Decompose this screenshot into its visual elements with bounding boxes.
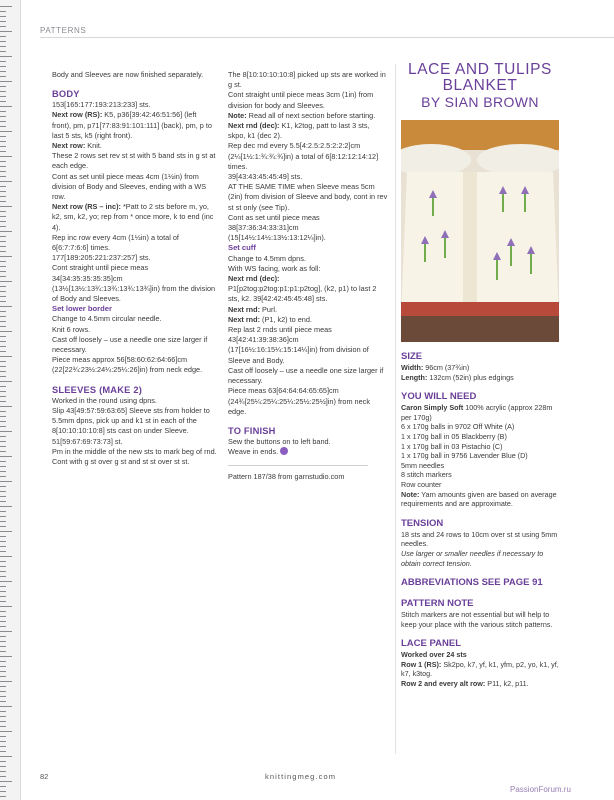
row-label: Next rnd: bbox=[228, 304, 261, 314]
ruler-tick bbox=[0, 306, 12, 307]
side-ruler bbox=[0, 0, 21, 800]
size-value: 132cm (52in) plus edgings bbox=[427, 372, 514, 382]
ruler-tick bbox=[0, 46, 6, 47]
body-text: Cast off loosely – use a needle one size larger if necessary. bbox=[52, 334, 208, 355]
ruler-tick bbox=[0, 601, 6, 602]
ruler-tick bbox=[0, 416, 6, 417]
ruler-tick bbox=[0, 281, 12, 282]
ruler-tick bbox=[0, 6, 12, 7]
ruler-tick bbox=[0, 211, 6, 212]
column-divider bbox=[395, 64, 396, 754]
finish-heading: TO FINISH bbox=[228, 425, 276, 436]
ruler-tick bbox=[0, 166, 6, 167]
body-text: These 2 rows set rev st st with 5 band sts in g st at each edge. bbox=[52, 151, 216, 171]
ruler-tick bbox=[0, 146, 6, 147]
ruler-tick bbox=[0, 651, 6, 652]
row-label: Next rnd (dec): bbox=[228, 274, 280, 284]
row-label: Next row (RS – inc): bbox=[52, 202, 121, 212]
ruler-tick bbox=[0, 356, 12, 357]
ruler-tick bbox=[0, 556, 12, 557]
ruler-tick bbox=[0, 341, 6, 342]
ruler-tick bbox=[0, 641, 6, 642]
ruler-tick bbox=[0, 236, 6, 237]
ruler-tick bbox=[0, 346, 6, 347]
intro-text: Body and Sleeves are now finished separately. bbox=[52, 70, 204, 79]
ruler-tick bbox=[0, 431, 12, 432]
ruler-tick bbox=[0, 586, 6, 587]
row-text: *Patt to 2 sts before m, yo, k2, sm, k2, yo; rep from * once more, k to end (inc 4). bbox=[52, 202, 214, 232]
site-url: knittingmeg.com bbox=[265, 772, 337, 781]
ruler-tick bbox=[0, 106, 12, 107]
body-text: Cont as set until piece meas 38[37:36:34:33:31]cm (15[14½:14½:13½:13:12¼]in). bbox=[228, 212, 326, 243]
ruler-tick bbox=[0, 691, 6, 692]
body-text: Change to 4.5mm dpns. bbox=[228, 253, 306, 263]
note-label: Note: bbox=[401, 489, 420, 499]
ruler-tick bbox=[0, 16, 6, 17]
ruler-tick bbox=[0, 461, 6, 462]
cuff-row-4 bbox=[228, 315, 388, 325]
material-item: Row counter bbox=[401, 479, 442, 489]
ruler-tick bbox=[0, 761, 6, 762]
body-text: Cast off loosely – use a needle one size larger if necessary. bbox=[228, 365, 384, 386]
body-text: 39[43:43:45:45:49] sts. bbox=[228, 172, 303, 182]
ruler-tick bbox=[0, 221, 6, 222]
ruler-tick bbox=[0, 541, 6, 542]
body-text: Cont straight until piece meas 34[34:35:35:35:35]cm (13½[13½:13¾:13¾:13¾:13¾]in) from the division of Body and Sleeves. bbox=[52, 263, 216, 304]
note bbox=[228, 111, 388, 121]
material-item: 8 stitch markers bbox=[401, 470, 452, 480]
ruler-tick bbox=[0, 666, 6, 667]
lower-border-heading: Set lower border bbox=[52, 304, 112, 314]
page-number: 82 bbox=[40, 772, 49, 781]
ruler-tick bbox=[0, 51, 6, 52]
blanket-title-line-2: BLANKET bbox=[442, 77, 518, 94]
ruler-tick bbox=[0, 611, 6, 612]
body-row-2 bbox=[52, 141, 217, 151]
ruler-tick bbox=[0, 536, 6, 537]
ruler-tick bbox=[0, 86, 6, 87]
body-text: The 8[10:10:10:10:8] picked up sts are worked in g st. bbox=[228, 70, 386, 90]
tension-heading: TENSION bbox=[401, 517, 444, 529]
body-row-1 bbox=[52, 110, 217, 141]
ruler-tick bbox=[0, 241, 6, 242]
ruler-tick bbox=[0, 656, 12, 657]
page-header bbox=[40, 24, 614, 38]
size-heading: SIZE bbox=[401, 351, 423, 362]
ruler-tick bbox=[0, 696, 6, 697]
credit-rule bbox=[228, 465, 368, 466]
ruler-tick bbox=[0, 226, 6, 227]
ruler-tick bbox=[0, 391, 6, 392]
ruler-tick bbox=[0, 76, 6, 77]
ruler-tick bbox=[0, 296, 6, 297]
ruler-tick bbox=[0, 731, 12, 732]
ruler-tick bbox=[0, 186, 6, 187]
ruler-tick bbox=[0, 751, 6, 752]
ruler-tick bbox=[0, 366, 6, 367]
ruler-tick bbox=[0, 551, 6, 552]
ruler-tick bbox=[0, 606, 12, 607]
ruler-tick bbox=[0, 116, 6, 117]
ruler-tick bbox=[0, 506, 12, 507]
ruler-tick bbox=[0, 136, 6, 137]
ruler-tick bbox=[0, 266, 6, 267]
size-width bbox=[401, 363, 559, 373]
ruler-tick bbox=[0, 231, 12, 232]
pattern-note-heading: PATTERN NOTE bbox=[401, 598, 474, 610]
ruler-tick bbox=[0, 486, 6, 487]
body-heading: BODY bbox=[52, 89, 80, 100]
row-text: Sk2po, k7, yf, k1, yfm, p2, yo, k1, yf, k7, k3tog. bbox=[401, 659, 559, 679]
body-counts: 153[165:177:193:213:233] sts. bbox=[52, 100, 151, 110]
ruler-tick bbox=[0, 616, 6, 617]
body-text: Change to 4.5mm circular needle. bbox=[52, 314, 162, 324]
ruler-tick bbox=[0, 791, 6, 792]
ruler-tick bbox=[0, 546, 6, 547]
ruler-tick bbox=[0, 496, 6, 497]
ruler-tick bbox=[0, 151, 6, 152]
weave-label: Weave in ends. bbox=[228, 447, 279, 457]
size-label: Length: bbox=[401, 372, 428, 382]
ruler-tick bbox=[0, 61, 6, 62]
material-item: 1 x 170g ball in 03 Pistachio (C) bbox=[401, 441, 503, 451]
ruler-tick bbox=[0, 571, 6, 572]
ruler-tick bbox=[0, 311, 6, 312]
ruler-tick bbox=[0, 756, 12, 757]
weave-text bbox=[228, 447, 388, 457]
blanket-title-line-1: LACE AND TULIPS bbox=[408, 61, 552, 78]
ruler-tick bbox=[0, 21, 6, 22]
ruler-tick bbox=[0, 141, 6, 142]
ruler-tick bbox=[0, 781, 12, 782]
sleeve-row-1 bbox=[228, 121, 388, 141]
ruler-tick bbox=[0, 406, 12, 407]
ruler-tick bbox=[0, 216, 6, 217]
row-label: Next row (RS): bbox=[52, 110, 103, 120]
purple-dot-icon bbox=[280, 447, 288, 455]
body-text: Rep last 2 rnds until piece meas 43[42:41:39:38:36]cm (17[16½:16:15¼:15:14¼]in) from division of Sleeve and Body. bbox=[228, 325, 369, 365]
body-text: Knit 6 rows. bbox=[52, 324, 91, 334]
note-text: Read all of next section before starting. bbox=[246, 110, 376, 120]
photo-quilt-edge bbox=[401, 302, 559, 316]
body-text: Cont as set until piece meas 4cm (1½in) from division of Body and Sleeves, ending with a WS row. bbox=[52, 171, 207, 202]
ruler-tick bbox=[0, 71, 6, 72]
ruler-tick bbox=[0, 256, 12, 257]
ruler-tick bbox=[0, 56, 12, 57]
ruler-tick bbox=[0, 591, 6, 592]
section-label: PATTERNS bbox=[40, 26, 87, 35]
ruler-tick bbox=[0, 721, 6, 722]
ruler-tick bbox=[0, 126, 6, 127]
ruler-tick bbox=[0, 371, 6, 372]
ruler-tick bbox=[0, 176, 6, 177]
ruler-tick bbox=[0, 376, 6, 377]
lace-panel-heading: LACE PANEL bbox=[401, 638, 461, 650]
ruler-tick bbox=[0, 736, 6, 737]
tension-text: 18 sts and 24 rows to 10cm over st st using 5mm needles. bbox=[401, 529, 558, 549]
yarn-line bbox=[401, 403, 559, 422]
ruler-tick bbox=[0, 36, 6, 37]
row-label: Next row: bbox=[52, 141, 86, 151]
ruler-tick bbox=[0, 336, 6, 337]
ruler-tick bbox=[0, 776, 6, 777]
ruler-tick bbox=[0, 581, 12, 582]
body-text: Slip 43[49:57:59:63:65] Sleeve sts from holder to 5.5mm dpns, pick up and k1 st in each of the 8[10:10:10:10:8] sts cast on under Sleeve. 51[59:67:69:73:73] st. bbox=[52, 405, 210, 446]
ruler-tick bbox=[0, 451, 6, 452]
row-text: P11, k2, p11. bbox=[485, 679, 529, 689]
cuff-row-3 bbox=[228, 305, 388, 315]
watermark: PassionForum.ru bbox=[510, 785, 571, 794]
middle-column bbox=[228, 70, 388, 483]
ruler-tick bbox=[0, 316, 6, 317]
ruler-tick bbox=[0, 446, 6, 447]
note-text: Yarn amounts given are based on average requirements and are approximate. bbox=[401, 489, 557, 509]
blanket-photo bbox=[401, 120, 559, 342]
ruler-tick bbox=[0, 101, 6, 102]
body-text: Sew the buttons on to left band. bbox=[228, 436, 331, 446]
ruler-tick bbox=[0, 271, 6, 272]
tension-tip-text: Use larger or smaller needles if necessary to obtain correct tension. bbox=[401, 548, 544, 568]
photo-lace-panel bbox=[463, 172, 477, 316]
yarn-text: 100% acrylic (approx 228m per 170g) bbox=[401, 403, 553, 422]
lace-row-1 bbox=[401, 660, 559, 679]
materials-note bbox=[401, 490, 559, 509]
ruler-tick bbox=[0, 436, 6, 437]
ruler-tick bbox=[0, 771, 6, 772]
ruler-tick bbox=[0, 521, 6, 522]
ruler-tick bbox=[0, 386, 6, 387]
body-text: With WS facing, work as foll: bbox=[228, 263, 321, 273]
ruler-tick bbox=[0, 526, 6, 527]
material-item: 1 x 170g ball in 05 Blackberry (B) bbox=[401, 431, 507, 441]
lace-sub-text: Worked over 24 sts bbox=[401, 650, 467, 660]
ruler-tick bbox=[0, 381, 12, 382]
row-text: (P1, k2) to end. bbox=[260, 314, 312, 324]
materials-heading: YOU WILL NEED bbox=[401, 391, 477, 403]
ruler-tick bbox=[0, 681, 12, 682]
ruler-tick bbox=[0, 411, 6, 412]
body-text: P1[p2tog:p2tog:p1:p1:p2tog], (k2, p1) to last 2 sts, k2. 39[42:42:45:45:48] sts. bbox=[228, 284, 377, 304]
ruler-tick bbox=[0, 131, 12, 132]
ruler-tick bbox=[0, 421, 6, 422]
row-text: K1, k2tog, patt to last 3 sts, skpo, k1 (dec 2). bbox=[228, 121, 370, 141]
ruler-tick bbox=[0, 181, 12, 182]
ruler-tick bbox=[0, 251, 6, 252]
note-label: Note: bbox=[228, 110, 247, 120]
ruler-tick bbox=[0, 476, 6, 477]
ruler-tick bbox=[0, 661, 6, 662]
ruler-tick bbox=[0, 351, 6, 352]
row-text: Knit. bbox=[85, 141, 102, 151]
header-rule bbox=[40, 37, 614, 38]
ruler-tick bbox=[0, 676, 6, 677]
ruler-tick bbox=[0, 261, 6, 262]
body-text: Worked in the round using dpns. bbox=[52, 395, 157, 405]
ruler-tick bbox=[0, 576, 6, 577]
ruler-tick bbox=[0, 636, 6, 637]
ruler-tick bbox=[0, 596, 6, 597]
body-text: 177[189:205:221:237:257] sts. bbox=[52, 253, 151, 263]
body-text: Piece meas 63[64:64:64:65:65]cm (24¾[25¼:25¼:25¼:25½:25½]in) from neck edge. bbox=[228, 386, 370, 416]
material-item: 6 x 170g balls in 9702 Off White (A) bbox=[401, 422, 515, 432]
ruler-tick bbox=[0, 621, 6, 622]
ruler-tick bbox=[0, 706, 12, 707]
material-item: 5mm needles bbox=[401, 460, 445, 470]
row-label: Row 2 and every alt row: bbox=[401, 679, 486, 689]
ruler-tick bbox=[0, 766, 6, 767]
ruler-tick bbox=[0, 41, 6, 42]
ruler-tick bbox=[0, 741, 6, 742]
cuff-heading: Set cuff bbox=[228, 243, 256, 253]
ruler-tick bbox=[0, 566, 6, 567]
ruler-tick bbox=[0, 156, 12, 157]
ruler-tick bbox=[0, 401, 6, 402]
ruler-tick bbox=[0, 201, 6, 202]
ruler-tick bbox=[0, 726, 6, 727]
ruler-tick bbox=[0, 701, 6, 702]
body-text: AT THE SAME TIME when Sleeve meas 5cm (2in) from division of Sleeve and body, cont in rev st st only (see Tip). bbox=[228, 182, 388, 212]
material-item: 1 x 170g ball in 9756 Lavender Blue (D) bbox=[401, 451, 528, 461]
size-value: 96cm (37¾in) bbox=[423, 363, 470, 372]
ruler-tick bbox=[0, 466, 6, 467]
yarn-label: Caron Simply Soft bbox=[401, 403, 464, 413]
size-length bbox=[401, 373, 559, 383]
ruler-tick bbox=[0, 171, 6, 172]
left-column bbox=[52, 70, 217, 467]
ruler-tick bbox=[0, 191, 6, 192]
ruler-tick bbox=[0, 111, 6, 112]
ruler-tick bbox=[0, 121, 6, 122]
ruler-tick bbox=[0, 31, 12, 32]
ruler-tick bbox=[0, 716, 6, 717]
pattern-credit: Pattern 187/38 from garnstudio.com bbox=[228, 472, 345, 482]
body-text: Pm in the middle of the new sts to mark beg of rnd. bbox=[52, 446, 217, 456]
ruler-tick bbox=[0, 646, 6, 647]
ruler-tick bbox=[0, 491, 6, 492]
ruler-tick bbox=[0, 246, 6, 247]
ruler-tick bbox=[0, 481, 12, 482]
lace-row-2 bbox=[401, 679, 559, 689]
ruler-tick bbox=[0, 26, 6, 27]
ruler-tick bbox=[0, 471, 6, 472]
ruler-tick bbox=[0, 531, 12, 532]
ruler-tick bbox=[0, 626, 6, 627]
ruler-tick bbox=[0, 206, 12, 207]
ruler-tick bbox=[0, 786, 6, 787]
ruler-tick bbox=[0, 196, 6, 197]
body-text: Cont straight until piece meas 3cm (1in) from division for body and Sleeves. bbox=[228, 90, 374, 110]
ruler-tick bbox=[0, 686, 6, 687]
ruler-tick bbox=[0, 321, 6, 322]
ruler-tick bbox=[0, 516, 6, 517]
ruler-tick bbox=[0, 96, 6, 97]
ruler-tick bbox=[0, 331, 12, 332]
byline: BY SIAN BROWN bbox=[421, 94, 539, 110]
ruler-tick bbox=[0, 441, 6, 442]
body-text: Rep dec rnd every 5.5[4:2.5:2.5:2:2:2]cm (2¼[1½:1:¾:¾:¾]in) a total of 6[8:12:12:14:12] times. bbox=[228, 141, 379, 171]
ruler-tick bbox=[0, 796, 6, 797]
ruler-tick bbox=[0, 511, 6, 512]
ruler-tick bbox=[0, 276, 6, 277]
ruler-tick bbox=[0, 361, 6, 362]
ruler-tick bbox=[0, 326, 6, 327]
ruler-tick bbox=[0, 66, 6, 67]
ruler-tick bbox=[0, 91, 6, 92]
tension-tip bbox=[401, 549, 559, 568]
ruler-tick bbox=[0, 286, 6, 287]
ruler-tick bbox=[0, 301, 6, 302]
row-label: Next rnd: bbox=[228, 314, 261, 324]
ruler-tick bbox=[0, 746, 6, 747]
abbreviations-heading: ABBREVIATIONS SEE PAGE 91 bbox=[401, 577, 543, 589]
ruler-tick bbox=[0, 671, 6, 672]
ruler-tick bbox=[0, 711, 6, 712]
body-text: Cont with g st over g st and st st over st st. bbox=[52, 456, 190, 466]
row-text: K5, p36[39:42:46:51:56] (left front), pm, p71[77:83:91:101:111] (back), pm, p to last 5 sts, k5 (right front). bbox=[52, 110, 212, 140]
ruler-tick bbox=[0, 161, 6, 162]
ruler-tick bbox=[0, 396, 6, 397]
ruler-tick bbox=[0, 501, 6, 502]
body-text: Rep inc row every 4cm (1½in) a total of 6[6:7:7:6:6] times. bbox=[52, 232, 179, 253]
ruler-tick bbox=[0, 291, 6, 292]
pattern-note-text: Stitch markers are not essential but will help to keep your place with the various stitch patterns. bbox=[401, 610, 553, 629]
row-text: Purl. bbox=[260, 304, 278, 314]
row-label: Next rnd (dec): bbox=[228, 121, 280, 131]
ruler-tick bbox=[0, 11, 6, 12]
body-row-3 bbox=[52, 202, 217, 233]
ruler-tick bbox=[0, 81, 12, 82]
cuff-row-label bbox=[228, 274, 388, 284]
body-text: Piece meas approx 56[58:60:62:64:66]cm (22[22¾:23½:24¼:25¼:26]in) from neck edge. bbox=[52, 355, 203, 375]
sleeves-heading: SLEEVES (MAKE 2) bbox=[52, 384, 142, 395]
ruler-tick bbox=[0, 631, 12, 632]
ruler-tick bbox=[0, 561, 6, 562]
ruler-tick bbox=[0, 456, 12, 457]
lace-sub bbox=[401, 650, 559, 660]
ruler-tick bbox=[0, 426, 6, 427]
size-label: Width: bbox=[401, 363, 424, 372]
row-label: Row 1 (RS): bbox=[401, 659, 442, 669]
